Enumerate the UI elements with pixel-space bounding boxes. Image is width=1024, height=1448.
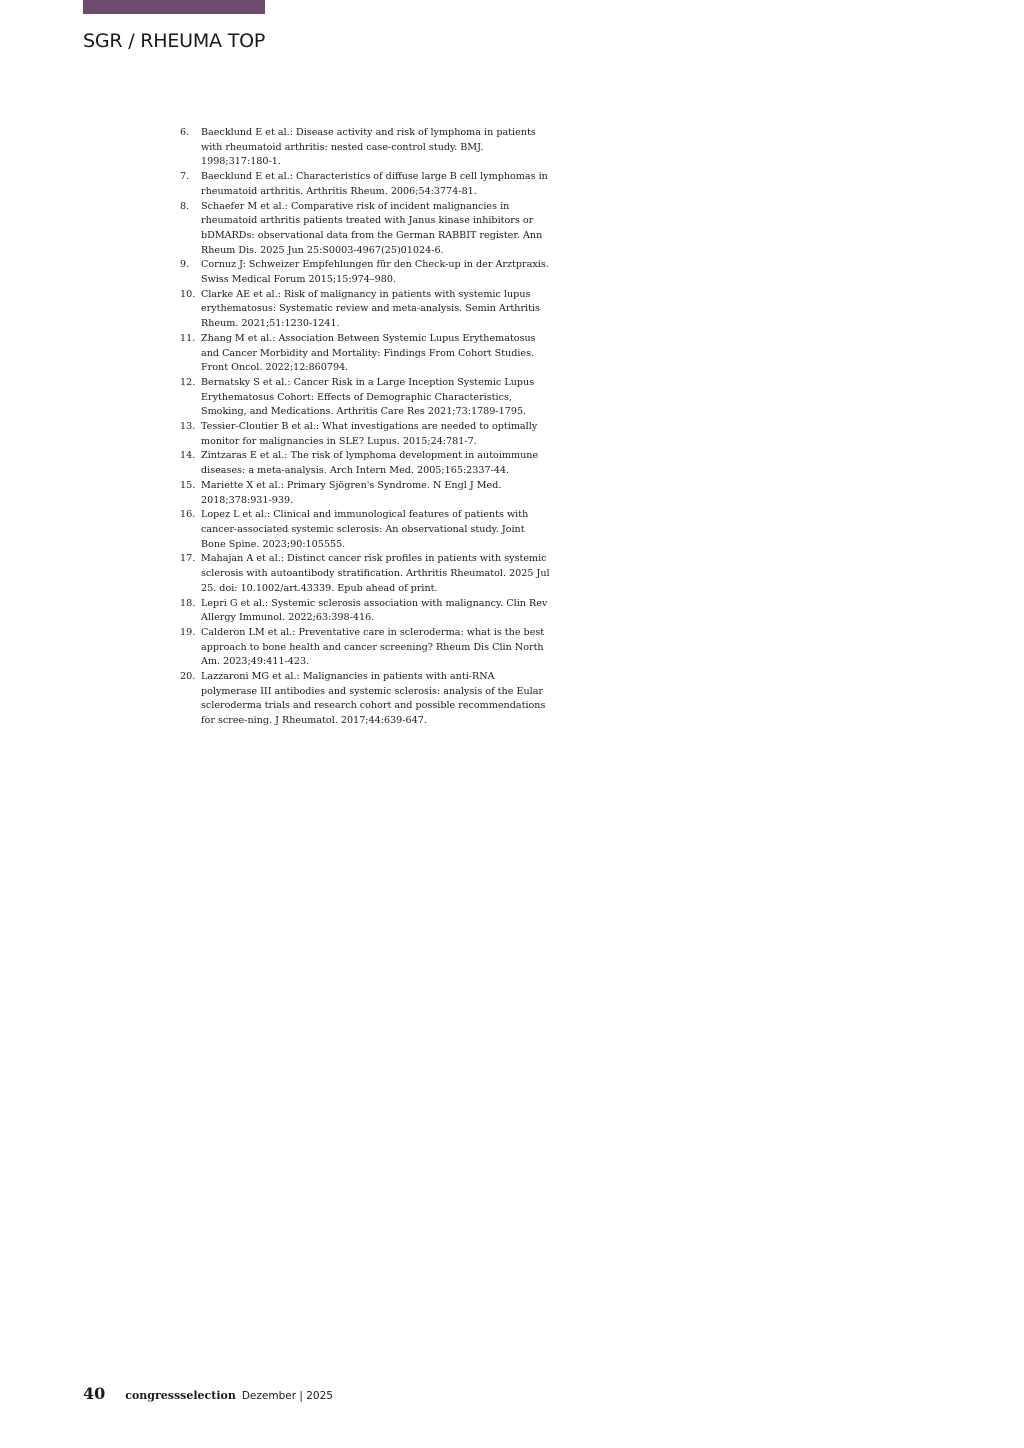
issue-date: Dezember | 2025	[241, 1390, 333, 1402]
reference-item	[180, 597, 550, 626]
reference-number: 15.	[180, 479, 196, 491]
reference-number: 14.	[180, 450, 196, 462]
reference-item	[180, 258, 550, 287]
reference-number: 19.	[180, 626, 196, 638]
reference-item	[180, 670, 550, 729]
reference-item	[180, 479, 550, 508]
reference-list	[180, 126, 550, 729]
journal-name: congressselection	[125, 1389, 236, 1402]
reference-number: 10.	[180, 288, 196, 300]
reference-item	[180, 449, 550, 478]
reference-text: Mariette X et al.: Primary Sjögren's Syndrome. N Engl J Med. 2018;378:931-939.	[201, 479, 502, 506]
reference-text: Zhang M et al.: Association Between Systemic Lupus Erythematosus and Cancer Morbidity and Mortality: Findings From Cohort Studies. Front Oncol. 2022;12:860794.	[201, 332, 536, 374]
reference-text: Tessier-Cloutier B et al.: What investigations are needed to optimally monitor for malignancies in SLE? Lupus. 2015;24:781-7.	[201, 421, 538, 447]
reference-item	[180, 626, 550, 670]
reference-number: 12.	[180, 376, 196, 388]
reference-item	[180, 170, 550, 199]
reference-number: 18.	[180, 597, 196, 609]
reference-item	[180, 376, 550, 420]
reference-text: Clarke AE et al.: Risk of malignancy in patients with systemic lupus erythematosus: Systematic review and meta-analysis. Semin Arthritis Rheum. 2021;51:1230-1241.	[201, 288, 540, 330]
reference-number: 13.	[180, 421, 196, 433]
reference-item	[180, 200, 550, 259]
reference-text: Zintzaras E et al.: The risk of lymphoma development in autoimmune diseases: a meta-analysis. Arch Intern Med. 2005;165:2337-44.	[201, 450, 539, 477]
reference-text: Lopez L et al.: Clinical and immunological features of patients with cancer-associated systemic sclerosis: An observational study. Joint Bone Spine. 2023;90:105555.	[201, 509, 529, 550]
reference-number: 7.	[180, 171, 190, 183]
reference-item	[180, 126, 550, 170]
reference-text: Cornuz J: Schweizer Empfehlungen für den Check-up in der Arztpraxis. Swiss Medical Forum 2015;15:974–980.	[201, 259, 549, 286]
reference-item	[180, 552, 550, 596]
reference-text: Mahajan A et al.: Distinct cancer risk profiles in patients with systemic sclerosis with autoantibody stratification. Arthritis Rheumatol. 2025 Jul 25. doi: 10.1002/art.43339. Epub ahead of print.	[201, 553, 550, 594]
section-title: SGR / RHEUMA TOP	[83, 30, 266, 52]
reference-text: Baecklund E et al.: Disease activity and risk of lymphoma in patients with rheumatoid arthritis: nested case-control study. BMJ. 1998;317:180-1.	[201, 127, 536, 168]
header-accent-bar	[83, 0, 265, 14]
reference-item	[180, 508, 550, 552]
page-number: 40	[83, 1384, 106, 1403]
page-footer	[83, 1384, 333, 1403]
reference-text: Baecklund E et al.: Characteristics of diffuse large B cell lymphomas in rheumatoid arthritis. Arthritis Rheum. 2006;54:3774-81.	[201, 171, 548, 197]
reference-number: 17.	[180, 553, 196, 565]
reference-number: 11.	[180, 332, 196, 344]
reference-item	[180, 332, 550, 376]
reference-number: 9.	[180, 259, 190, 271]
reference-text: Schaefer M et al.: Comparative risk of incident malignancies in rheumatoid arthritis patients treated with Janus kinase inhibitors or bDMARDs: observational data from the German RABBIT register. Ann Rheum Dis. 2025 Jun 25:S0003-4967(25)01024-6.	[201, 200, 543, 256]
reference-number: 8.	[180, 200, 190, 212]
reference-number: 16.	[180, 509, 196, 521]
reference-text: Bernatsky S et al.: Cancer Risk in a Large Inception Systemic Lupus Erythematosus Cohort: Effects of Demographic Characteristics, Smoking, and Medications. Arthritis Care Res 2021;73:1789-1795.	[201, 376, 535, 418]
reference-item	[180, 420, 550, 449]
reference-number: 6.	[180, 127, 190, 138]
reference-text: Lazzaroni MG et al.: Malignancies in patients with anti-RNA polymerase III antibodies and systemic sclerosis: analysis of the Eular scleroderma trials and research cohort and possible recommendations for scree-ning. J Rheumatol. 2017;44:639-647.	[201, 671, 546, 727]
reference-item	[180, 288, 550, 332]
reference-text: Calderon LM et al.: Preventative care in scleroderma: what is the best approach to bone health and cancer screening? Rheum Dis Clin North Am. 2023;49:411-423.	[201, 626, 545, 668]
reference-number: 20.	[180, 671, 196, 683]
reference-text: Lepri G et al.: Systemic sclerosis association with malignancy. Clin Rev Allergy Immunol. 2022;63:398-416.	[201, 597, 548, 624]
